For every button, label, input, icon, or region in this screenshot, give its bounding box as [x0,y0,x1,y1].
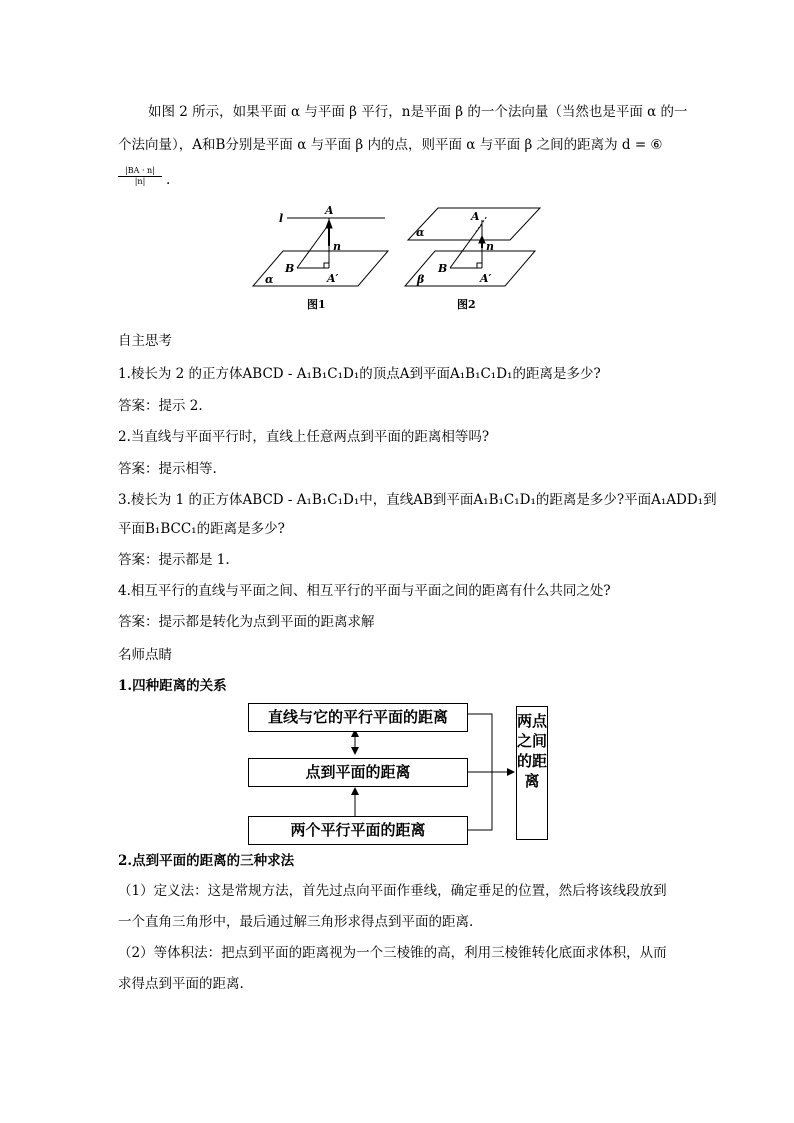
fig2-right-angle-mark [477,263,482,268]
box-two-parallel-planes: 两个平行平面的距离 [248,816,468,845]
fig2-label-alpha: α [416,226,425,239]
question-2: 2.当直线与平面平行时，直线上任意两点到平面的距离相等吗? [118,429,490,445]
tips-heading: 名师点睛 [118,647,172,663]
answer-2: 答案：提示相等. [118,461,217,477]
fig1-normal-arrowhead [326,220,332,228]
box-line-to-parallel-plane: 直线与它的平行平面的距离 [248,703,468,732]
fig2-label-n: n [486,240,494,253]
self-study-heading: 自主思考 [118,333,172,349]
fig1-label-n: n [333,240,341,253]
fig1-label-b: B [285,262,295,275]
section-1-title: 1.四种距离的关系 [118,678,227,694]
fig1-caption: 图1 [307,298,326,311]
answer-3: 答案：提示都是 1. [118,552,230,568]
method-2: （2）等体积法：把点到平面的距离视为一个三棱锥的高，利用三棱锥转化底面求体积，从而求得点到平面的距离. [118,945,667,992]
fig1-right-angle-mark [324,263,329,268]
fig1-label-alpha: α [265,273,274,286]
fig1-label-l: l [279,212,284,225]
figures [245,198,555,318]
fig2-label-beta: β [417,273,425,286]
intro-line-2: 个法向量），A和B分别是平面 α 与平面 β 内的点，则平面 α 与平面 β 之间的距离为 d = ⑥ [118,137,663,153]
box-point-to-plane: 点到平面的距离 [248,758,468,787]
formula-period: . [166,172,171,188]
section-2-title: 2.点到平面的距离的三种求法 [118,853,295,869]
question-3-line-2: 平面B₁BCC₁的距离是多少? [118,521,285,537]
fig1-label-a-prime: A′ [327,272,339,285]
fig1-label-a: A [325,204,334,217]
question-1: 1.棱长为 2 的正方体ABCD - A₁B₁C₁D₁的顶点A到平面A₁B₁C₁D₁的距离是多少? [118,366,601,382]
fig1-segment-ba [297,224,329,268]
method-1: （1）定义法：这是常规方法，首先过点向平面作垂线，确定垂足的位置，然后将该线段放到一个直角三角形中，最后通过解三角形求得点到平面的距离. [118,883,667,930]
question-4: 4.相互平行的直线与平面之间、相互平行的平面与平面之间的距离有什么共同之处? [118,583,611,599]
formula-numerator: |BA · n| [118,166,162,177]
box-two-points: 两点之间的距离 [516,706,548,840]
formula-denominator: |n| [134,177,146,186]
answer-1: 答案：提示 2. [118,398,203,414]
fig2-label-a: A [471,210,480,223]
fig2-caption: 图2 [457,298,476,311]
question-3-line-1: 3.棱长为 1 的正方体ABCD - A₁B₁C₁D₁中，直线AB到平面A₁B₁C₁D₁的距离是多少?平面A₁ADD₁到 [118,492,717,508]
fig2-label-a-prime: A′ [480,272,492,285]
answer-4: 答案：提示都是转化为点到平面的距离求解 [118,614,375,630]
intro-line-1: 如图 2 所示，如果平面 α 与平面 β 平行，n是平面 β 的一个法向量（当然也是平面 α 的一 [148,104,688,120]
distance-formula [118,166,162,187]
fig2-label-b: B [438,262,448,275]
